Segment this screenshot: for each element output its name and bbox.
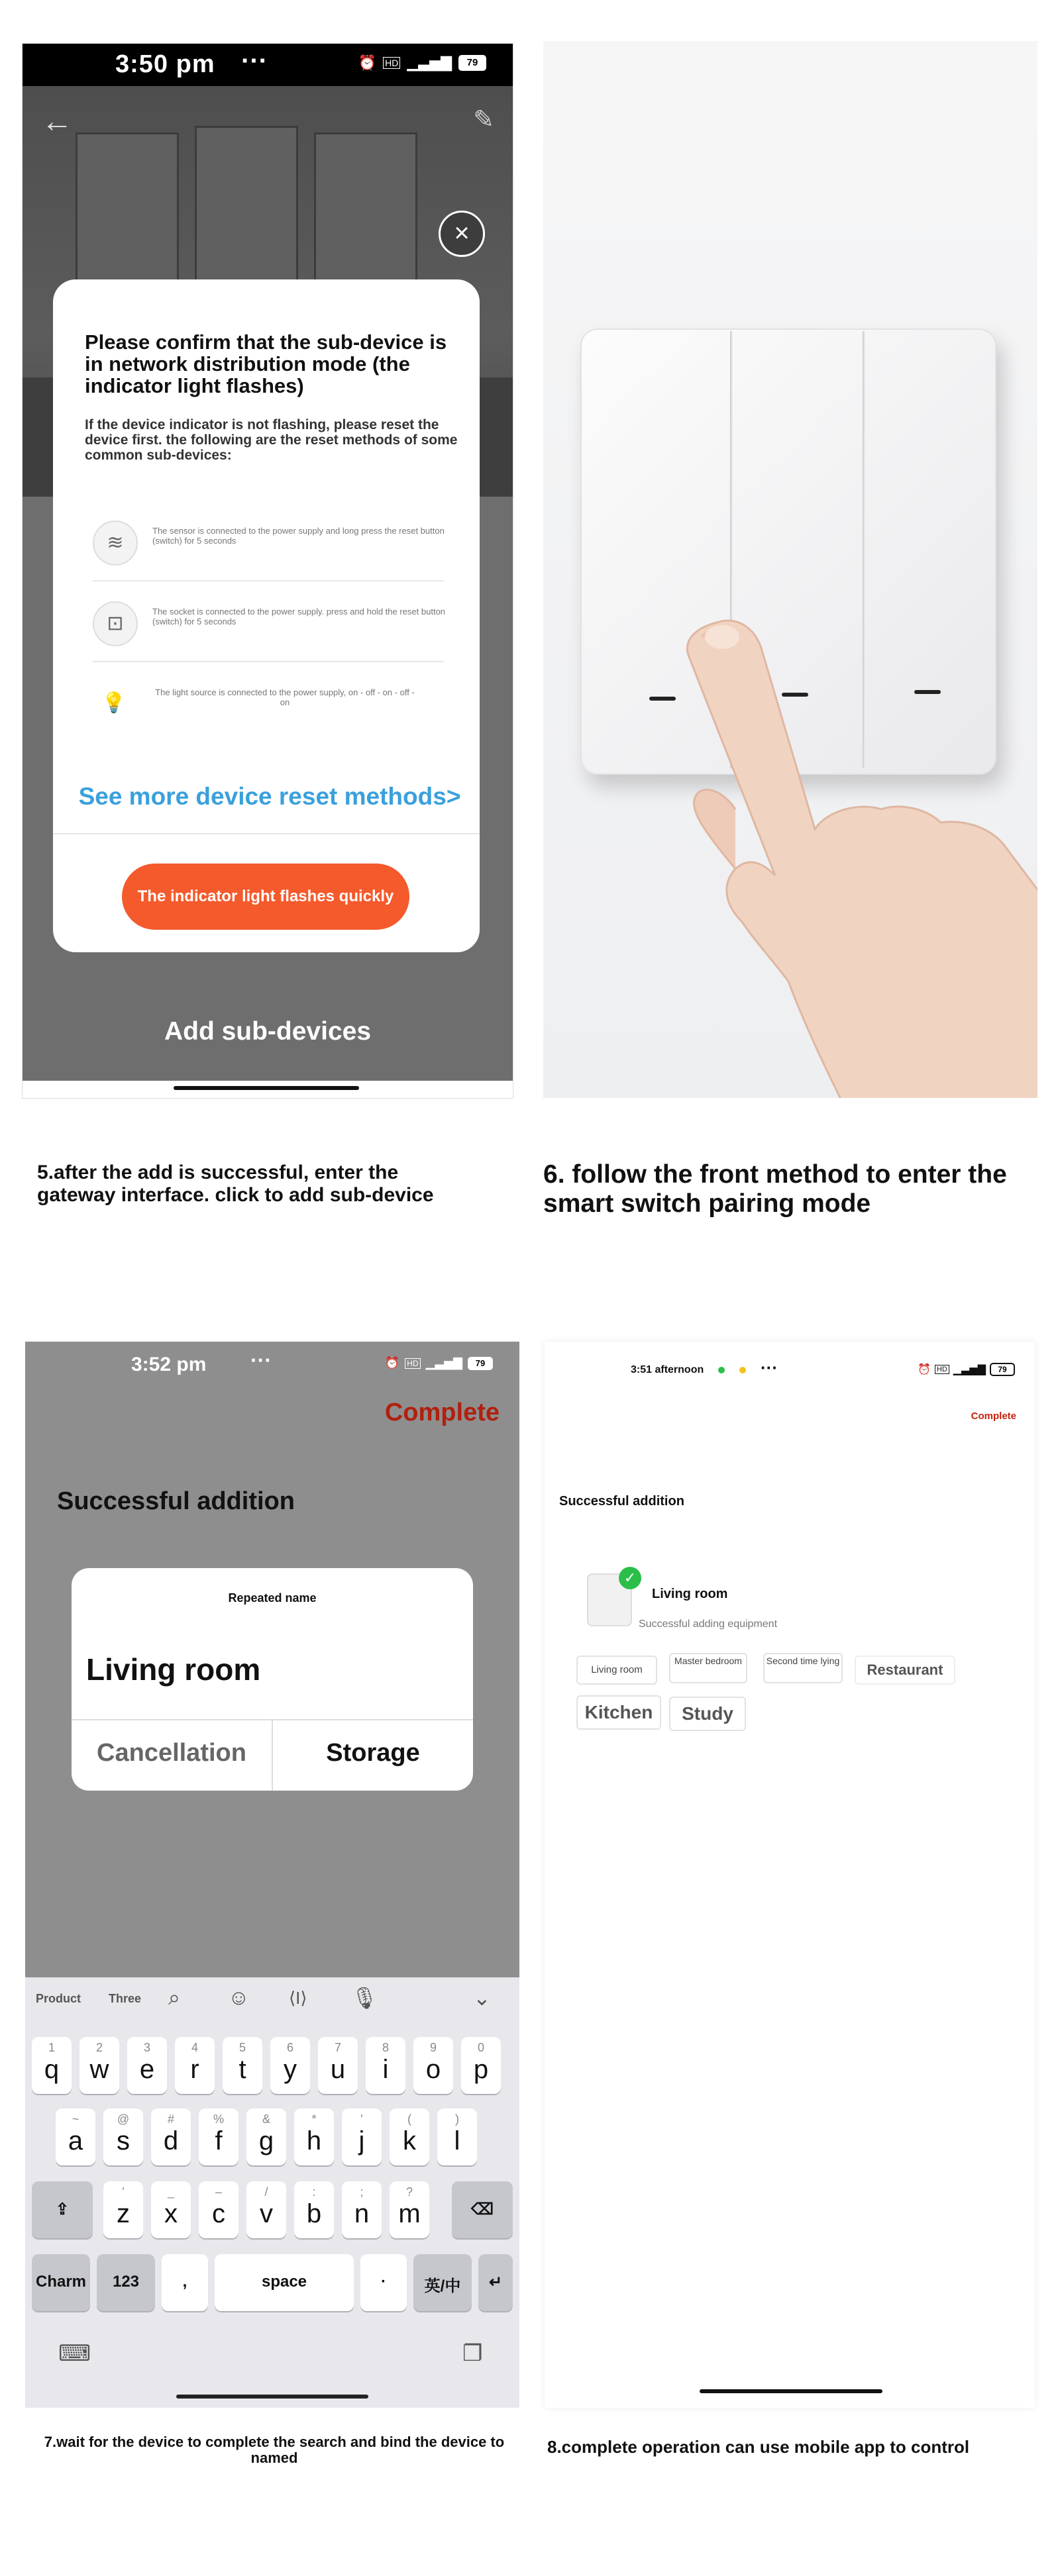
close-button[interactable] (439, 211, 485, 257)
key-secondary-label: ( (407, 2112, 411, 2126)
cancel-button[interactable]: Cancellation (97, 1739, 246, 1767)
key-n[interactable] (342, 2181, 382, 2238)
divider (93, 580, 444, 581)
key-u[interactable] (318, 2037, 358, 2094)
key-label: i (382, 2055, 389, 2084)
reset-method-text: The sensor is connected to the power supply and long press the reset button (switch) for 5 seconds (152, 526, 445, 546)
key-secondary-label: ' (122, 2185, 125, 2199)
room-chip[interactable]: Second time lying (763, 1653, 843, 1683)
keyboard (25, 1977, 519, 2408)
screenshot-add-subdevice (23, 44, 513, 1098)
key-label: t (238, 2055, 246, 2084)
status-time: 3:50 pm (115, 50, 215, 78)
alarm-icon: ⏰ (917, 1364, 931, 1375)
key-p[interactable] (461, 2037, 501, 2094)
search-icon[interactable]: ⌕ (168, 1985, 180, 2009)
room-name-input[interactable]: Living room (86, 1652, 261, 1687)
battery-icon: 79 (468, 1357, 493, 1370)
key-label: m (398, 2199, 421, 2228)
charm-key[interactable] (32, 2254, 90, 2311)
complete-button[interactable]: Complete (384, 1399, 500, 1426)
enter-icon: ↵ (488, 2273, 503, 2291)
space-key[interactable] (215, 2254, 354, 2311)
key-secondary-label: 3 (143, 2041, 150, 2054)
reset-methods-dialog (53, 279, 480, 952)
shift-key[interactable] (32, 2181, 93, 2238)
more-reset-methods-link[interactable]: See more device reset methods> (78, 783, 461, 810)
shift-icon: ⇪ (55, 2201, 70, 2218)
step-8-caption: 8.complete operation can use mobile app to control (547, 2437, 970, 2457)
comma-key-label: , (182, 2273, 187, 2291)
back-arrow-icon[interactable]: ← (41, 104, 73, 139)
room-chip[interactable]: Kitchen (576, 1695, 661, 1730)
key-label: n (354, 2199, 370, 2228)
key-secondary-label: # (167, 2112, 174, 2126)
status-dots: ··· (761, 1358, 778, 1377)
key-secondary-label: 2 (95, 2041, 103, 2054)
sensor-icon: ≋ (93, 520, 138, 566)
clipboard-icon[interactable]: ❐ (462, 2341, 483, 2366)
key-secondary-label: 9 (429, 2041, 437, 2054)
key-secondary-label: _ (167, 2185, 174, 2199)
switch-photo (543, 41, 1037, 1098)
signal-icon: ▁▃▅▇ (953, 1364, 986, 1375)
dialog-title: Please confirm that the sub-device is in network distribution mode (the indicator light flashes) (85, 330, 447, 397)
reset-method-text: The light source is connected to the power supply, on - off - on - off - on (155, 687, 415, 707)
storage-button[interactable]: Storage (326, 1739, 420, 1767)
key-secondary-label: 7 (334, 2041, 341, 2054)
key-secondary-label: : (312, 2185, 316, 2199)
status-dots: ··· (241, 46, 268, 75)
device-status-text: Successful adding equipment (639, 1618, 778, 1630)
edit-pencil-icon[interactable]: ✎ (473, 106, 494, 134)
status-dots: ··· (250, 1348, 272, 1372)
divider (53, 833, 480, 834)
comma-key[interactable] (162, 2254, 208, 2311)
room-chip[interactable]: Study (669, 1697, 746, 1731)
key-secondary-label: 6 (286, 2041, 293, 2054)
key-v[interactable] (246, 2181, 286, 2238)
key-label: z (117, 2199, 130, 2228)
add-subdevices-title: Add sub-devices (164, 1017, 372, 1046)
divider (93, 661, 444, 662)
key-label: j (358, 2126, 365, 2155)
key-secondary-label: 1 (48, 2041, 55, 2054)
complete-button[interactable]: Complete (971, 1411, 1016, 1422)
room-chip[interactable]: Restaurant (855, 1656, 955, 1685)
key-b[interactable] (294, 2181, 334, 2238)
indicator-flashes-button[interactable]: The indicator light flashes quickly (122, 864, 409, 930)
status-icons (918, 1363, 1015, 1376)
key-label: l (454, 2126, 460, 2155)
home-indicator[interactable] (174, 1086, 359, 1090)
rename-dialog (72, 1568, 473, 1791)
hd-icon: HD (405, 1358, 420, 1369)
numbers-key-label: 123 (112, 2273, 140, 2291)
key-label: k (403, 2126, 416, 2155)
key-label: u (330, 2055, 346, 2084)
hd-icon: HD (383, 57, 400, 69)
key-secondary-label: ) (455, 2112, 459, 2126)
toolbar-product[interactable]: Product (36, 1992, 81, 2005)
screenshot-added-success (545, 1342, 1035, 2408)
key-k[interactable] (390, 2108, 429, 2165)
socket-icon: ⊡ (93, 601, 138, 646)
hd-icon: HD (935, 1365, 949, 1374)
step-6-caption: 6. follow the front method to enter the smart switch pairing mode (543, 1160, 1007, 1218)
key-label: h (306, 2126, 322, 2155)
key-e[interactable] (127, 2037, 167, 2094)
step-5-caption: 5.after the add is successful, enter the gateway interface. click to add sub-device (37, 1162, 434, 1206)
alarm-icon: ⏰ (384, 1356, 400, 1369)
step-7-caption: 7.wait for the device to complete the search and bind the device to named (44, 2434, 505, 2466)
dialog-title: Repeated name (228, 1591, 317, 1605)
key-secondary-label: ? (405, 2185, 413, 2199)
key-secondary-label: @ (117, 2112, 130, 2126)
key-s[interactable] (103, 2108, 143, 2165)
key-secondary-label: / (264, 2185, 268, 2199)
device-room-name: Living room (652, 1587, 728, 1601)
key-q[interactable] (32, 2037, 72, 2094)
key-j[interactable] (342, 2108, 382, 2165)
key-label: a (68, 2126, 83, 2155)
key-x[interactable] (151, 2181, 191, 2238)
key-secondary-label: * (311, 2112, 317, 2126)
space-key-label: space (261, 2273, 307, 2291)
key-label: g (258, 2126, 274, 2155)
key-h[interactable] (294, 2108, 334, 2165)
numbers-key[interactable] (97, 2254, 155, 2311)
status-time: 3:52 pm (131, 1354, 207, 1375)
page-title: Successful addition (559, 1494, 684, 1509)
green-dot-icon (718, 1367, 725, 1373)
key-label: o (425, 2055, 441, 2084)
reset-method-item (93, 670, 450, 743)
key-label: e (139, 2055, 155, 2084)
key-w[interactable] (80, 2037, 119, 2094)
reset-method-item (93, 509, 450, 581)
key-label: c (212, 2199, 225, 2228)
key-t[interactable] (223, 2037, 262, 2094)
collapse-keyboard-icon[interactable]: ⌄ (473, 1986, 491, 2010)
battery-icon: 79 (990, 1363, 1015, 1376)
key-secondary-label: % (213, 2112, 224, 2126)
language-key[interactable] (413, 2254, 472, 2311)
key-r[interactable] (175, 2037, 215, 2094)
keyboard-toolbar (25, 1977, 519, 2024)
key-a[interactable] (56, 2108, 95, 2165)
key-g[interactable] (246, 2108, 286, 2165)
key-y[interactable] (270, 2037, 310, 2094)
key-label: p (473, 2055, 489, 2084)
toolbar-three[interactable]: Three (109, 1992, 142, 2005)
language-key-label: 英/中 (424, 2277, 461, 2295)
backspace-icon: ⌫ (471, 2201, 494, 2218)
finger-pressing-image (662, 611, 1037, 1098)
key-secondary-label: 0 (477, 2041, 484, 2054)
microphone-icon[interactable]: 🎙 (351, 1986, 378, 2010)
charm-key-label: Charm (35, 2273, 87, 2291)
key-l[interactable] (437, 2108, 477, 2165)
delete-key[interactable] (452, 2181, 513, 2238)
key-label: w (89, 2055, 109, 2084)
screenshot-name-device (25, 1342, 519, 2408)
key-label: b (306, 2199, 322, 2228)
key-label: q (44, 2055, 60, 2084)
key-secondary-label: ; (360, 2185, 364, 2199)
reset-method-item (93, 589, 450, 662)
signal-icon: ▁▃▅▇ (407, 54, 452, 71)
status-icons (385, 1356, 493, 1370)
enter-key[interactable] (478, 2254, 513, 2311)
key-secondary-label: 4 (191, 2041, 198, 2054)
period-key[interactable] (360, 2254, 407, 2311)
key-secondary-label: & (262, 2112, 270, 2126)
room-chip[interactable]: Living room (576, 1656, 657, 1685)
key-label: d (163, 2126, 179, 2155)
battery-icon: 79 (458, 55, 486, 71)
emoji-icon[interactable]: ☺ (228, 1985, 250, 2009)
reset-method-text: The socket is connected to the power supply. press and hold the reset button (switch) for 5 seconds (152, 607, 446, 626)
status-icons (358, 54, 486, 72)
key-i[interactable] (366, 2037, 405, 2094)
key-secondary-label: – (215, 2185, 222, 2199)
key-o[interactable] (413, 2037, 453, 2094)
key-secondary-label: ' (360, 2112, 363, 2126)
dialog-subtitle: If the device indicator is not flashing, please reset the device first. the following are the reset methods of some common sub-devices: (85, 417, 458, 463)
key-secondary-label: ~ (72, 2112, 80, 2126)
key-c[interactable] (199, 2181, 238, 2238)
close-icon: × (454, 219, 470, 248)
key-label: s (117, 2126, 130, 2155)
period-key-label: · (381, 2273, 386, 2291)
status-bar (23, 44, 513, 86)
key-label: v (260, 2199, 273, 2228)
key-m[interactable] (390, 2181, 429, 2238)
key-d[interactable] (151, 2108, 191, 2165)
key-f[interactable] (199, 2108, 238, 2165)
key-label: x (164, 2199, 178, 2228)
key-z[interactable] (103, 2181, 143, 2238)
keyboard-switch-icon[interactable]: ⌨ (58, 2341, 91, 2366)
yellow-dot-icon (739, 1367, 746, 1373)
check-icon: ✓ (619, 1567, 641, 1589)
cursor-icon[interactable]: ⟨I⟩ (289, 1988, 307, 2008)
page-title: Successful addition (57, 1487, 295, 1515)
signal-icon: ▁▃▅▇ (425, 1356, 462, 1369)
key-label: r (190, 2055, 199, 2084)
status-time: 3:51 afternoon (631, 1364, 704, 1375)
key-label: f (215, 2126, 223, 2155)
key-secondary-label: 5 (238, 2041, 246, 2054)
room-chip[interactable]: Master bedroom (669, 1653, 747, 1683)
key-label: y (284, 2055, 297, 2084)
bulb-icon: 💡 (101, 692, 127, 714)
home-indicator[interactable] (176, 2395, 368, 2399)
key-secondary-label: 8 (382, 2041, 389, 2054)
home-indicator[interactable] (700, 2389, 882, 2393)
alarm-icon: ⏰ (358, 54, 377, 71)
